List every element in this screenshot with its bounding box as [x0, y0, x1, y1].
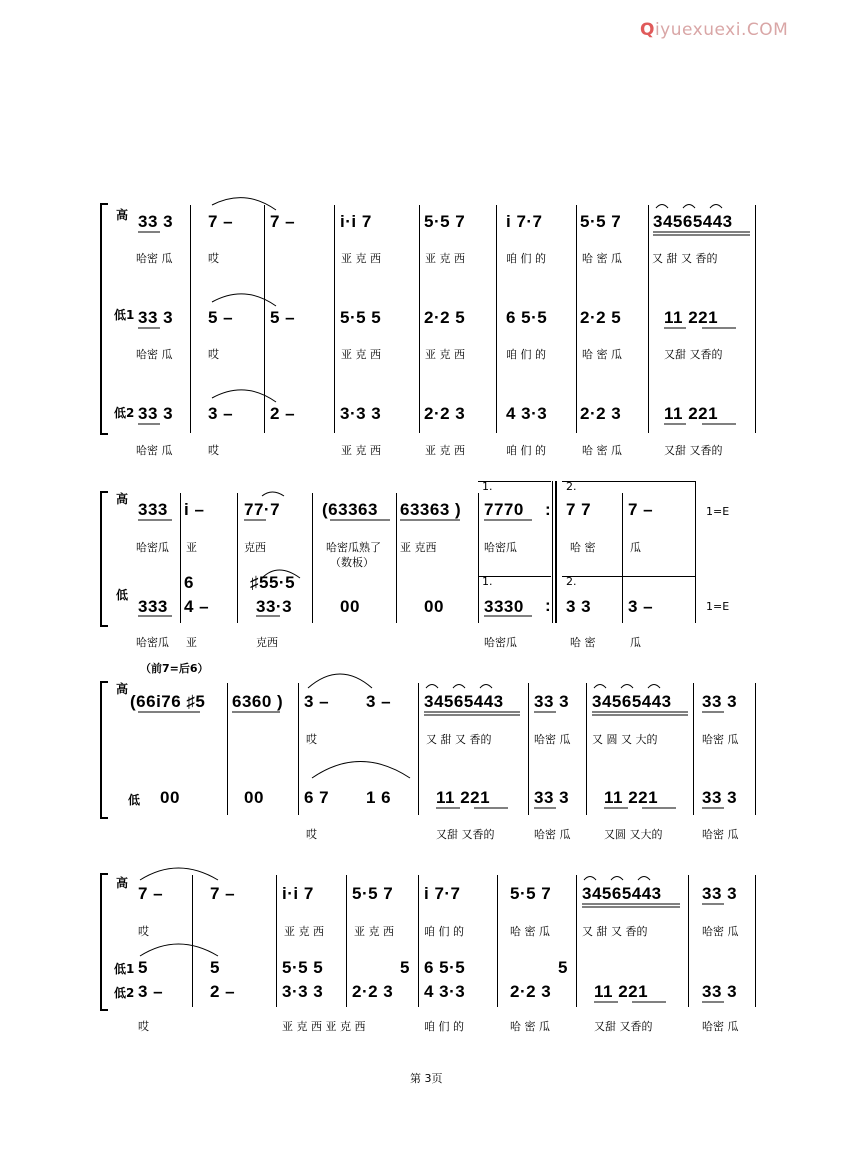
lyric: 克西	[244, 541, 266, 554]
measure-notes: 2·2 5	[580, 308, 622, 327]
measure-notes: 5	[400, 958, 410, 977]
measure-notes: (66i76 ♯5	[130, 692, 206, 711]
lyric: 亚 克 西	[425, 252, 465, 265]
measure-notes: 6 5·5	[424, 958, 466, 977]
measure-notes: ♯55·5	[250, 573, 296, 592]
measure-notes: 00	[160, 788, 180, 807]
lyric: 哎	[138, 925, 149, 938]
tempo-marking: （数板）	[330, 556, 374, 569]
volta-2-label: 2.	[566, 575, 577, 588]
lyric: 亚 克 西 亚 克 西	[282, 1020, 366, 1033]
lyric: 咱 们 的	[506, 348, 546, 361]
measure-notes: 33 3	[138, 404, 174, 423]
measure-notes: 3·3 3	[340, 404, 382, 423]
part-label-high: 高	[116, 208, 129, 222]
lyric: 亚 克 西	[284, 925, 324, 938]
measure-notes: 77·7	[244, 500, 281, 519]
measure-notes: 34565443	[592, 692, 672, 711]
lyric: 哎	[306, 828, 317, 841]
lyric: 又甜 又香的	[436, 828, 495, 841]
page-number: 第 3页	[410, 1072, 443, 1085]
measure-notes: 2·2 3	[580, 404, 622, 423]
lyric: 又甜 又香的	[594, 1020, 653, 1033]
measure-notes: 33 3	[702, 788, 738, 807]
measure-notes: 2 –	[270, 404, 296, 423]
measure-notes: 5·5 5	[340, 308, 382, 327]
measure-notes: 33 3	[702, 884, 738, 903]
lyric: 哈 密 瓜	[510, 1020, 550, 1033]
part-label-high: 高	[116, 876, 129, 890]
volta-2-label: 2.	[566, 480, 577, 493]
lyric: 咱 们 的	[506, 444, 546, 457]
lyric: 咱 们 的	[424, 1020, 464, 1033]
lyric: 哈 密 瓜	[582, 252, 622, 265]
lyric: 哈密 瓜	[702, 733, 739, 746]
lyric: 哈 密	[570, 541, 596, 554]
measure-notes: 7 –	[270, 212, 296, 231]
part-label-low1: 低1	[114, 962, 135, 976]
lyric: 哎	[306, 733, 317, 746]
measure-notes: 7 –	[628, 500, 654, 519]
volta-1-label: 1.	[482, 575, 493, 588]
measure-notes: 00	[424, 597, 444, 616]
measure-notes: 5	[558, 958, 568, 977]
measure-notes: 11 221	[436, 788, 491, 807]
part-label-low: 低	[128, 793, 141, 807]
measure-notes: 7 –	[138, 884, 164, 903]
lyric: 亚 克 西	[341, 252, 381, 265]
measure-notes: 3 –	[304, 692, 330, 711]
measure-notes: 6360 )	[232, 692, 284, 711]
measure-notes: i·i 7	[282, 884, 314, 903]
measure-notes: 5·5 7	[424, 212, 466, 231]
lyric: 咱 们 的	[424, 925, 464, 938]
measure-notes: 2 –	[210, 982, 236, 1001]
lyric: 哎	[208, 444, 219, 457]
lyric: 亚 克 西	[341, 348, 381, 361]
lyric: 哈密 瓜	[702, 828, 739, 841]
lyric: 哈 密 瓜	[582, 444, 622, 457]
lyric: 哈密 瓜	[136, 252, 173, 265]
measure-notes: 00	[340, 597, 360, 616]
measure-notes: 5	[138, 958, 148, 977]
measure-notes: i –	[184, 500, 205, 519]
site-watermark: Qiyuexuexi.COM	[640, 20, 789, 40]
lyric: 哈 密	[570, 636, 596, 649]
measure-notes: (63363	[322, 500, 378, 519]
measure-notes: 4 –	[184, 597, 210, 616]
measure-notes: 7 –	[208, 212, 234, 231]
lyric: 哈密瓜	[484, 636, 517, 649]
measure-notes: 4 3·3	[424, 982, 466, 1001]
measure-notes: 63363 )	[400, 500, 462, 519]
measure-notes: 7 7	[566, 500, 592, 519]
volta-1-label: 1.	[482, 480, 493, 493]
lyric: 哈密瓜	[484, 541, 517, 554]
measure-notes: 34565443	[424, 692, 504, 711]
part-label-high: 高	[116, 492, 129, 506]
measure-notes: i·i 7	[340, 212, 372, 231]
lyric: 亚 克 西	[425, 348, 465, 361]
part-label-low2: 低2	[114, 986, 135, 1000]
measure-notes: 33 3	[702, 692, 738, 711]
lyric: 又圆 又大的	[604, 828, 663, 841]
measure-notes: 4 3·3	[506, 404, 548, 423]
lyric: 瓜	[630, 541, 641, 554]
measure-notes: 6 5·5	[506, 308, 548, 327]
lyric: 哎	[208, 348, 219, 361]
key-signature: 1=E	[706, 600, 730, 613]
lyric: 哈密 瓜	[702, 925, 739, 938]
lyric: 哈密 瓜	[136, 348, 173, 361]
part-label-high: 高	[116, 682, 129, 696]
lyric: 亚 克西	[400, 541, 437, 554]
key-signature: 1=E	[706, 505, 730, 518]
measure-notes: 2·2 5	[424, 308, 466, 327]
part-label-low1: 低1	[114, 308, 135, 322]
measure-notes: 2·2 3	[352, 982, 394, 1001]
lyric: 哈密瓜熟了	[326, 541, 381, 554]
measure-notes: 11 221	[594, 982, 649, 1001]
lyric: 哈 密 瓜	[510, 925, 550, 938]
lyric: 哎	[208, 252, 219, 265]
lyric: 哈 密 瓜	[582, 348, 622, 361]
lyric: 哈密 瓜	[534, 828, 571, 841]
lyric: 又 甜 又 香的	[582, 925, 648, 938]
measure-notes: 3330	[484, 597, 524, 616]
measure-notes: 33 3	[702, 982, 738, 1001]
measure-notes: 333	[138, 500, 168, 519]
annotation: （前7=后6）	[140, 662, 209, 675]
measure-notes: i 7·7	[424, 884, 461, 903]
measure-notes: 5·5 5	[282, 958, 324, 977]
measure-notes: 5 –	[270, 308, 296, 327]
measure-notes: 7770	[484, 500, 524, 519]
measure-notes: 6	[184, 573, 194, 592]
measure-notes: 33 3	[534, 788, 570, 807]
measure-notes: 5 –	[208, 308, 234, 327]
measure-notes: i 7·7	[506, 212, 543, 231]
measure-notes: 333	[138, 597, 168, 616]
lyric: 哈密 瓜	[136, 444, 173, 457]
measure-notes: 3 –	[366, 692, 392, 711]
measure-notes: 5·5 7	[580, 212, 622, 231]
lyric: 哈密 瓜	[702, 1020, 739, 1033]
measure-notes: 33·3	[256, 597, 293, 616]
measure-notes: 3 3	[566, 597, 592, 616]
measure-notes: 3 –	[628, 597, 654, 616]
lyric: 哈密 瓜	[534, 733, 571, 746]
lyric: 亚 克 西	[341, 444, 381, 457]
measure-notes: 11 221	[604, 788, 659, 807]
measure-notes: 5·5 7	[352, 884, 394, 903]
lyric: 克西	[256, 636, 278, 649]
measure-notes: 5·5 7	[510, 884, 552, 903]
measure-notes: 3·3 3	[282, 982, 324, 1001]
measure-notes: 33 3	[138, 212, 174, 231]
lyric: 哈密瓜	[136, 636, 169, 649]
measure-notes: 33 3	[138, 308, 174, 327]
measure-notes: 11 221	[664, 404, 719, 423]
measure-notes: 34565443	[653, 212, 733, 231]
measure-notes: 00	[244, 788, 264, 807]
lyric: 亚 克 西	[354, 925, 394, 938]
measure-notes: 2·2 3	[510, 982, 552, 1001]
lyric: 亚	[186, 636, 197, 649]
lyric: 又 甜 又 香的	[652, 252, 718, 265]
lyric: 咱 们 的	[506, 252, 546, 265]
lyric: 哈密瓜	[136, 541, 169, 554]
measure-notes: 5	[210, 958, 220, 977]
repeat-sign: :	[545, 596, 552, 615]
measure-notes: 3 –	[208, 404, 234, 423]
measure-notes: 34565443	[582, 884, 662, 903]
lyric: 又 甜 又 香的	[426, 733, 492, 746]
measure-notes: 3 –	[138, 982, 164, 1001]
lyric: 又 圆 又 大的	[592, 733, 658, 746]
lyric: 亚	[186, 541, 197, 554]
part-label-low2: 低2	[114, 406, 135, 420]
lyric: 又甜 又香的	[664, 444, 723, 457]
measure-notes: 1 6	[366, 788, 392, 807]
repeat-sign: :	[545, 500, 552, 519]
part-label-low: 低	[116, 588, 129, 602]
measure-notes: 6 7	[304, 788, 330, 807]
measure-notes: 33 3	[534, 692, 570, 711]
lyric: 哎	[138, 1020, 149, 1033]
measure-notes: 11 221	[664, 308, 719, 327]
measure-notes: 2·2 3	[424, 404, 466, 423]
lyric: 瓜	[630, 636, 641, 649]
lyric: 又甜 又香的	[664, 348, 723, 361]
lyric: 亚 克 西	[425, 444, 465, 457]
measure-notes: 7 –	[210, 884, 236, 903]
